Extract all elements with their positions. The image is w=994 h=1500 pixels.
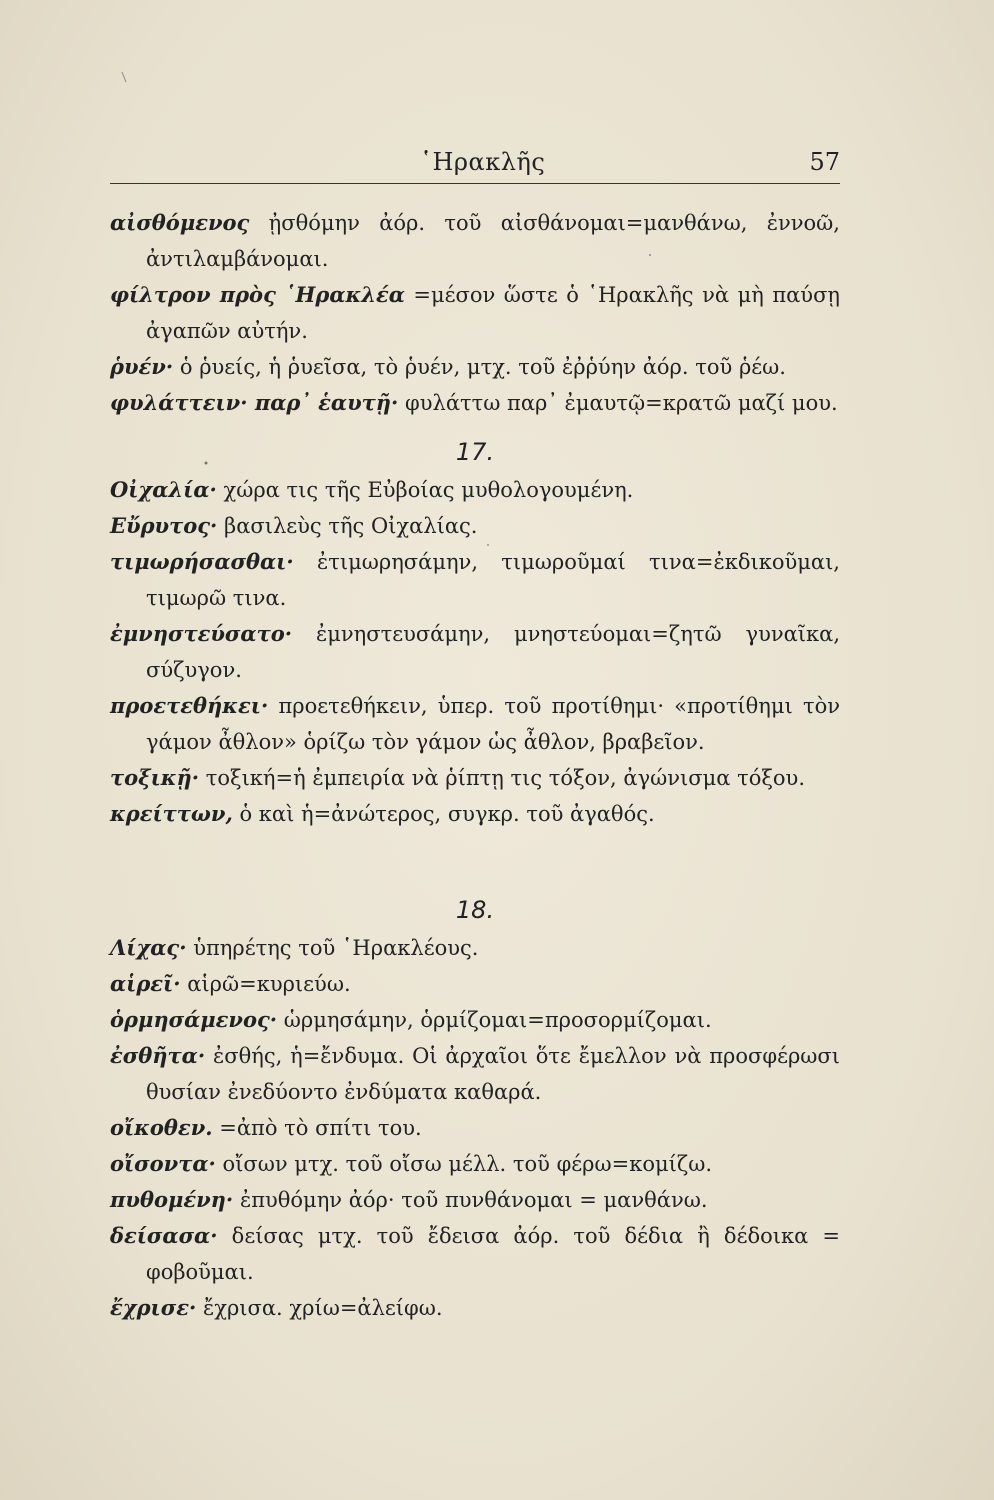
entry-gloss: αἱρῶ=κυριεύω.	[187, 972, 351, 996]
running-head: ῾Ηρακλῆς	[420, 148, 546, 176]
entry-gloss: ὑπηρέτης τοῦ ῾Ηρακλέους.	[193, 936, 479, 960]
entry-lemma: κρείττων,	[110, 801, 233, 826]
glossary-entry	[110, 544, 840, 616]
page-header	[110, 148, 840, 182]
glossary-entry	[110, 616, 840, 688]
entry-lemma: οἴκοθεν.	[110, 1115, 213, 1140]
entry-gloss: ὁ ῥυείς, ἡ ῥυεῖσα, τὸ ῥυέν, μτχ. τοῦ ἐῤῥύην ἀόρ. τοῦ ῥέω.	[179, 355, 786, 379]
glossary-entry	[110, 1038, 840, 1110]
glossary-entry	[110, 1290, 840, 1326]
entry-lemma: φίλτρον πρὸς ῾Ηρακλέα	[110, 282, 405, 307]
entry-gloss: φυλάττω παρ᾽ ἐμαυτῷ=κρατῶ μαζί μου.	[405, 391, 838, 415]
entry-gloss: ἔχρισα. χρίω=ἀλείφω.	[202, 1296, 443, 1320]
glossary-entry	[110, 760, 840, 796]
entry-lemma: πυθομένη·	[110, 1187, 234, 1212]
entry-lemma: Εὔρυτος·	[110, 513, 218, 538]
glossary-entry	[110, 1218, 840, 1290]
entry-lemma: τιμωρήσασθαι·	[110, 549, 294, 574]
glossary-entry	[110, 1146, 840, 1182]
glossary-entry	[110, 205, 840, 277]
glossary-entry	[110, 1002, 840, 1038]
entry-lemma: οἴσοντα·	[110, 1151, 216, 1176]
glossary-section-17	[110, 432, 840, 832]
entry-lemma: τοξικῇ·	[110, 765, 200, 790]
entry-gloss: χώρα τις τῆς Εὐβοίας μυθολογουμένη.	[223, 478, 634, 502]
entry-gloss: δείσας μτχ. τοῦ ἔδεισα ἀόρ. τοῦ δέδια ἢ δέδοικα = φοβοῦμαι.	[146, 1224, 840, 1284]
glossary-entry	[110, 508, 840, 544]
glossary-entry	[110, 472, 840, 508]
glossary-section-18	[110, 890, 840, 1326]
glossary-entry	[110, 930, 840, 966]
page-number: 57	[809, 148, 840, 176]
glossary-entry	[110, 1110, 840, 1146]
glossary-entry	[110, 349, 840, 385]
entry-lemma: φυλάττειν· παρ᾽ ἑαυτῇ·	[110, 390, 399, 415]
entry-gloss: τοξική=ἡ ἐμπειρία νὰ ῥίπτῃ τις τόξον, ἀγώνισμα τόξου.	[205, 766, 805, 790]
glossary-entry	[110, 277, 840, 349]
entry-lemma: ἐμνηστεύσατο·	[110, 621, 293, 646]
entry-gloss: =μέσον ὥστε ὁ ῾Ηρακλῆς νὰ μὴ παύσῃ ἀγαπῶν αὐτήν.	[146, 283, 840, 343]
entry-gloss: ἐτιμωρησάμην, τιμωροῦμαί τινα=ἐκδικοῦμαι, τιμωρῶ τινα.	[146, 550, 840, 610]
entry-lemma: προετεθήκει·	[110, 693, 269, 718]
entry-lemma: ῥυέν·	[110, 354, 174, 379]
entry-lemma: ἔχρισε·	[110, 1295, 197, 1320]
entry-lemma: αἰσθόμενος	[110, 210, 250, 235]
entry-gloss: ἐμνηστευσάμην, μνηστεύομαι=ζητῶ γυναῖκα, σύζυγον.	[146, 622, 840, 682]
glossary-section-16-continued	[110, 205, 840, 421]
entry-lemma: ὁρμησάμενος·	[110, 1007, 278, 1032]
entry-gloss: προετεθήκειν, ὑπερ. τοῦ προτίθημι· «προτίθημι τὸν γάμον ἆθλον» ὁρίζω τὸν γάμον ὡς ἆθλον, βραβεῖον.	[146, 694, 840, 754]
header-rule	[110, 183, 840, 184]
entry-lemma: Λίχας·	[110, 935, 187, 960]
entry-gloss: οἴσων μτχ. τοῦ οἴσω μέλλ. τοῦ φέρω=κομίζω.	[222, 1152, 713, 1176]
glossary-entry	[110, 1182, 840, 1218]
entry-lemma: αἱρεῖ·	[110, 971, 181, 996]
section-heading: 17.	[455, 438, 495, 466]
glossary-entry	[110, 796, 840, 832]
entry-gloss: =ἀπὸ τὸ σπίτι του.	[219, 1116, 422, 1140]
glossary-entry	[110, 688, 840, 760]
entry-gloss: ὡρμησάμην, ὁρμίζομαι=προσορμίζομαι.	[283, 1008, 712, 1032]
entry-gloss: βασιλεὺς τῆς Οἰχαλίας.	[224, 514, 478, 538]
entry-gloss: ἐπυθόμην ἀόρ· τοῦ πυνθάνομαι = μανθάνω.	[239, 1188, 708, 1212]
section-heading: 18.	[455, 896, 495, 924]
entry-gloss: ἐσθής, ἡ=ἔνδυμα. Οἱ ἀρχαῖοι ὅτε ἔμελλον νὰ προσφέρωσι θυσίαν ἐνεδύοντο ἐνδύματα καθαρά.	[146, 1044, 840, 1104]
entry-lemma: ἐσθῆτα·	[110, 1043, 206, 1068]
entry-gloss: ὁ καὶ ἡ=ἀνώτερος, συγκρ. τοῦ ἀγαθός.	[239, 802, 655, 826]
glossary-entry	[110, 966, 840, 1002]
entry-gloss: ᾐσθόμην ἀόρ. τοῦ αἰσθάνομαι=μανθάνω, ἐννοῶ, ἀντιλαμβάνομαι.	[146, 211, 840, 271]
entry-lemma: Οἰχαλία·	[110, 477, 217, 502]
glossary-entry	[110, 385, 840, 421]
entry-lemma: δείσασα·	[110, 1223, 218, 1248]
